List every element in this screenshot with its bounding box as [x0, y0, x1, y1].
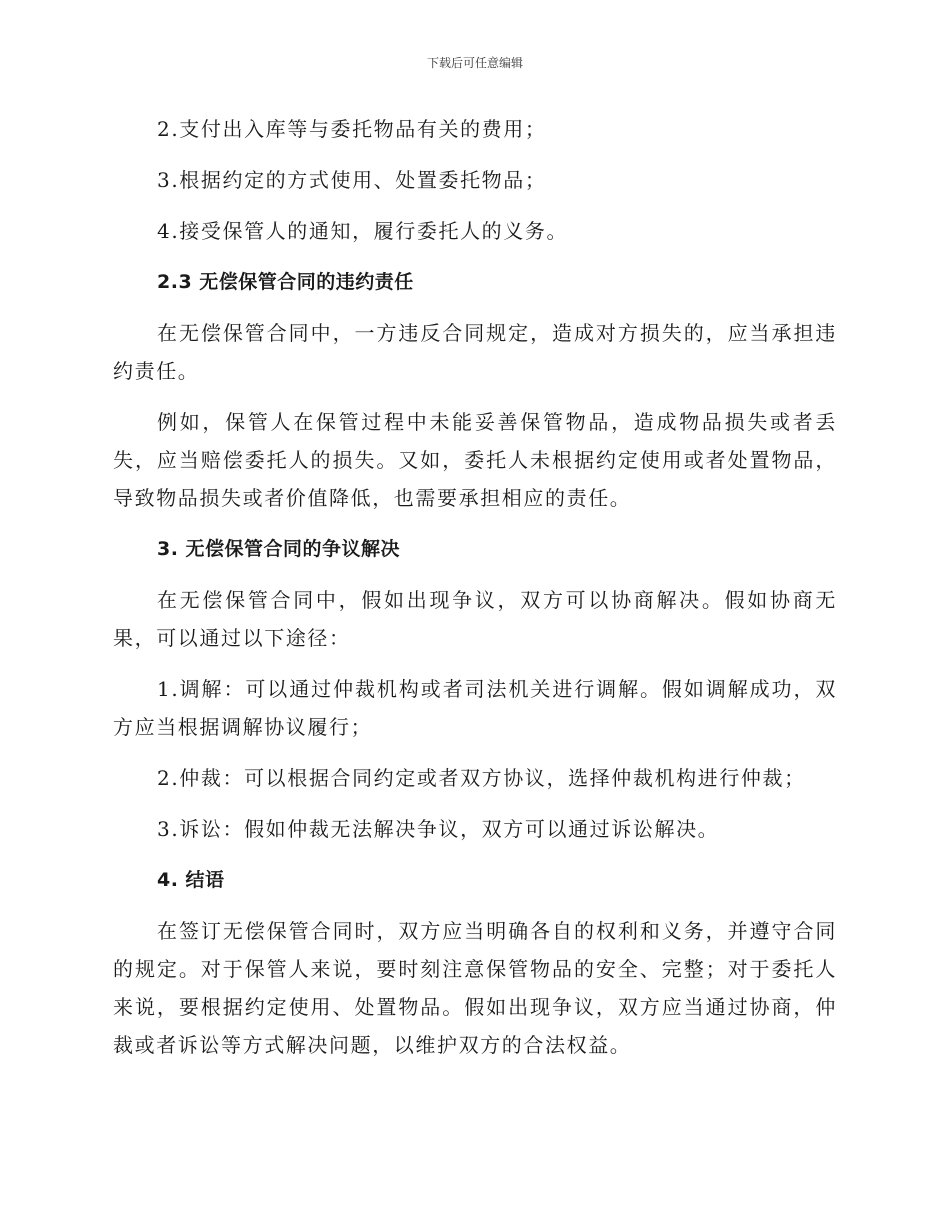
list-item-duty-2: 2.支付出入库等与委托物品有关的费用； [157, 117, 547, 141]
paragraph-dispute-intro: 在无偿保管合同中，假如出现争议，双方可以协商解决。假如协商无果，可以通过以下途径： [113, 588, 837, 650]
page-header: 下载后可任意编辑 [426, 56, 523, 70]
list-item-duty-3: 3.根据约定的方式使用、处置委托物品； [157, 168, 547, 192]
section-heading-breach-liability: 2.3 无偿保管合同的违约责任 [157, 271, 414, 293]
document-body [113, 110, 837, 1077]
list-item-arbitration: 2.仲裁：可以根据合同约定或者双方协议，选择仲裁机构进行仲裁； [157, 766, 806, 790]
section-heading-dispute-resolution: 3. 无偿保管合同的争议解决 [157, 538, 401, 560]
paragraph-breach-liability: 在无偿保管合同中，一方违反合同规定，造成对方损失的，应当承担违约责任。 [113, 321, 837, 383]
list-item-litigation: 3.诉讼：假如仲裁无法解决争议，双方可以通过诉讼解决。 [157, 817, 720, 841]
section-heading-conclusion: 4. 结语 [157, 869, 225, 891]
paragraph-breach-examples: 例如，保管人在保管过程中未能妥善保管物品，造成物品损失或者丢失，应当赔偿委托人的损失。又如，委托人未根据约定使用或者处置物品，导致物品损失或者价值降低，也需要承担相应的责任。 [113, 410, 837, 510]
list-item-mediation: 1.调解：可以通过仲裁机构或者司法机关进行调解。假如调解成功，双方应当根据调解协议履行； [113, 677, 837, 739]
paragraph-conclusion: 在签订无偿保管合同时，双方应当明确各自的权利和义务，并遵守合同的规定。对于保管人来说，要时刻注意保管物品的安全、完整；对于委托人来说，要根据约定使用、处置物品。假如出现争议，双方应当通过协商，仲裁或者诉讼等方式解决问题，以维护双方的合法权益。 [113, 919, 837, 1057]
list-item-duty-4: 4.接受保管人的通知，履行委托人的义务。 [157, 219, 569, 243]
